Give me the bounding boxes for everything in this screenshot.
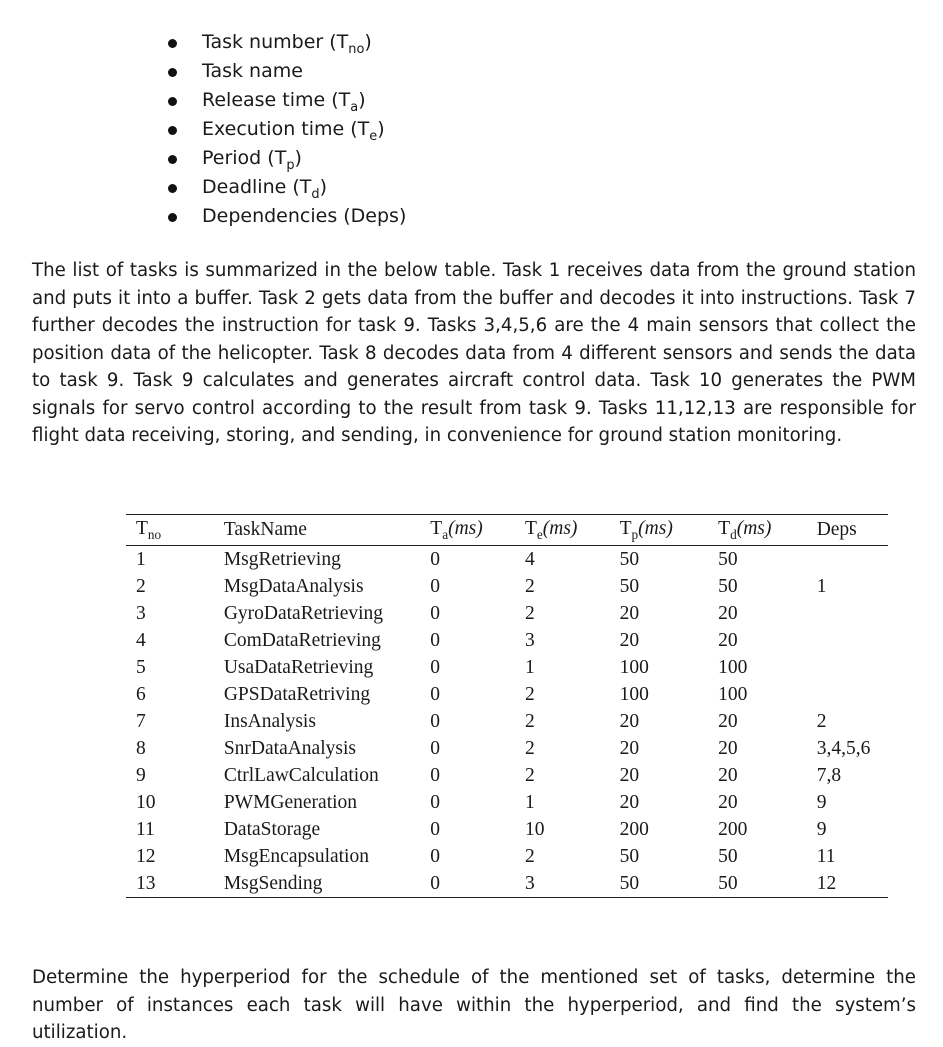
table-row bbox=[126, 735, 888, 762]
cell-tp: 20 bbox=[619, 629, 640, 651]
cell-tno: 8 bbox=[136, 737, 146, 759]
cell-td: 100 bbox=[718, 683, 748, 705]
cell-task-name: DataStorage bbox=[223, 818, 321, 840]
cell-te: 2 bbox=[524, 737, 535, 759]
cell-tp: 20 bbox=[619, 710, 640, 732]
cell-deps: 12 bbox=[816, 872, 837, 894]
cell-te: 2 bbox=[524, 710, 535, 732]
attribute-item: Deadline $(T_d)$ bbox=[168, 173, 406, 202]
cell-ta: 0 bbox=[430, 872, 441, 894]
cell-td: 200 bbox=[718, 818, 748, 840]
cell-tno: 5 bbox=[136, 656, 146, 678]
table-row bbox=[126, 816, 888, 843]
cell-ta: 0 bbox=[430, 575, 441, 597]
cell-tno: 11 bbox=[136, 818, 155, 840]
table-row bbox=[126, 600, 888, 627]
table-row bbox=[126, 843, 888, 870]
header-te: $T_e(ms)$ bbox=[524, 517, 578, 542]
cell-td: 100 bbox=[718, 656, 748, 678]
cell-td: 20 bbox=[718, 764, 738, 786]
cell-task-name: MsgSending bbox=[223, 872, 323, 894]
cell-ta: 0 bbox=[430, 548, 441, 570]
table-row bbox=[126, 681, 888, 708]
table-row bbox=[126, 627, 888, 654]
task-attribute-list bbox=[168, 28, 406, 231]
cell-td: 50 bbox=[718, 575, 738, 597]
cell-tno: 13 bbox=[136, 872, 156, 894]
attribute-item: Period $(T_p)$ bbox=[168, 144, 406, 173]
cell-tp: 50 bbox=[619, 845, 640, 867]
cell-tp: 20 bbox=[619, 764, 640, 786]
cell-td: 20 bbox=[718, 629, 738, 651]
cell-te: 2 bbox=[524, 602, 535, 624]
header-ta: $T_a(ms)$ bbox=[430, 517, 483, 542]
cell-deps: 7,8 bbox=[816, 764, 842, 786]
cell-te: 4 bbox=[524, 548, 535, 570]
cell-td: 50 bbox=[718, 872, 738, 894]
cell-ta: 0 bbox=[430, 791, 441, 813]
cell-te: 2 bbox=[524, 764, 535, 786]
cell-ta: 0 bbox=[430, 683, 441, 705]
cell-te: 2 bbox=[524, 575, 535, 597]
cell-task-name: GyroDataRetrieving bbox=[223, 602, 384, 624]
cell-tno: 2 bbox=[136, 575, 146, 597]
cell-deps bbox=[807, 681, 888, 708]
cell-tno: 4 bbox=[136, 629, 146, 651]
cell-task-name: MsgEncapsulation bbox=[223, 845, 369, 867]
cell-tp: 20 bbox=[619, 602, 640, 624]
question-paragraph: Determine the hyperperiod for the schedule of the mentioned set of tasks, determine the number of instances each task will have within the hyperperiod, and find the system’s utilization. bbox=[32, 967, 916, 1043]
cell-te: 3 bbox=[524, 872, 535, 894]
cell-tp: 20 bbox=[619, 737, 640, 759]
cell-task-name: InsAnalysis bbox=[223, 710, 316, 732]
cell-ta: 0 bbox=[430, 764, 441, 786]
cell-tno: 1 bbox=[136, 548, 146, 570]
cell-ta: 0 bbox=[430, 656, 441, 678]
cell-tno: 12 bbox=[136, 845, 156, 867]
table-row bbox=[126, 762, 888, 789]
cell-tp: 20 bbox=[619, 791, 640, 813]
header-deps: Deps bbox=[816, 519, 857, 540]
table-row bbox=[126, 789, 888, 816]
table-row bbox=[126, 654, 888, 681]
cell-deps: 9 bbox=[816, 791, 827, 813]
cell-task-name: CtrlLawCalculation bbox=[223, 764, 379, 786]
table-row bbox=[126, 870, 888, 898]
cell-task-name: UsaDataRetrieving bbox=[223, 656, 374, 678]
table-row bbox=[126, 546, 888, 574]
table-row bbox=[126, 573, 888, 600]
cell-deps: 2 bbox=[816, 710, 827, 732]
table-row bbox=[126, 708, 888, 735]
cell-task-name: MsgRetrieving bbox=[223, 548, 341, 570]
cell-td: 50 bbox=[718, 548, 738, 570]
cell-ta: 0 bbox=[430, 818, 441, 840]
cell-task-name: PWMGeneration bbox=[223, 791, 358, 813]
cell-td: 20 bbox=[718, 602, 738, 624]
cell-tp: 50 bbox=[619, 548, 640, 570]
cell-tp: 50 bbox=[619, 575, 640, 597]
cell-deps bbox=[807, 627, 888, 654]
cell-td: 20 bbox=[718, 710, 738, 732]
cell-tno: 9 bbox=[136, 764, 146, 786]
attribute-item: Task number $(T_{no})$ bbox=[168, 28, 406, 57]
table-header-row bbox=[126, 515, 888, 546]
attribute-item: Execution time $(T_e)$ bbox=[168, 115, 406, 144]
cell-td: 50 bbox=[718, 845, 738, 867]
cell-tno: 10 bbox=[136, 791, 156, 813]
cell-te: 2 bbox=[524, 683, 535, 705]
cell-te: 2 bbox=[524, 845, 535, 867]
cell-tp: 100 bbox=[619, 656, 649, 678]
header-tp: $T_p(ms)$ bbox=[619, 517, 673, 542]
cell-task-name: MsgDataAnalysis bbox=[223, 575, 364, 597]
cell-deps: 9 bbox=[816, 818, 827, 840]
task-table bbox=[126, 514, 888, 898]
cell-tno: 7 bbox=[136, 710, 146, 732]
cell-deps: 3,4,5,6 bbox=[816, 737, 871, 759]
cell-task-name: ComDataRetrieving bbox=[223, 629, 381, 651]
cell-td: 20 bbox=[718, 737, 738, 759]
header-td: $T_d(ms)$ bbox=[718, 517, 772, 542]
cell-ta: 0 bbox=[430, 602, 441, 624]
cell-tp: 100 bbox=[619, 683, 649, 705]
cell-deps: 11 bbox=[816, 845, 836, 867]
cell-td: 20 bbox=[718, 791, 738, 813]
attribute-item: Task name bbox=[168, 57, 406, 86]
cell-deps bbox=[807, 546, 888, 574]
cell-ta: 0 bbox=[430, 629, 441, 651]
cell-te: 10 bbox=[524, 818, 545, 840]
cell-te: 1 bbox=[524, 656, 535, 678]
attribute-item: Dependencies (Deps) bbox=[168, 202, 406, 231]
cell-te: 1 bbox=[524, 791, 535, 813]
cell-deps bbox=[807, 600, 888, 627]
cell-task-name: GPSDataRetriving bbox=[223, 683, 371, 705]
cell-deps: 1 bbox=[816, 575, 827, 597]
header-tno: $T_{no}$ bbox=[136, 517, 162, 542]
cell-tp: 200 bbox=[619, 818, 649, 840]
cell-task-name: SnrDataAnalysis bbox=[223, 737, 356, 759]
attribute-item: Release time $(T_a)$ bbox=[168, 86, 406, 115]
cell-tno: 6 bbox=[136, 683, 146, 705]
intro-paragraph: The list of tasks is summarized in the below table. Task 1 receives data from the ground station and puts it into a buffer. Task 2 gets data from the buffer and decodes it into instructions. Task 7 further decodes the instruction for task 9. Tasks 3,4,5,6 are the 4 main sensors that collect the position data of the helicopter. Task 8 decodes data from 4 different sensors and sends the data to task 9. Task 9 calculates and generates aircraft control data. Task 10 generates the PWM signals for servo control according to the result from task 9. Tasks 11,12,13 are responsible for flight data receiving, storing, and sending, in convenience for ground station monitoring. bbox=[32, 260, 916, 446]
cell-ta: 0 bbox=[430, 737, 441, 759]
cell-ta: 0 bbox=[430, 710, 441, 732]
cell-tp: 50 bbox=[619, 872, 640, 894]
cell-deps bbox=[807, 654, 888, 681]
cell-te: 3 bbox=[524, 629, 535, 651]
cell-tno: 3 bbox=[136, 602, 146, 624]
header-task-name: TaskName bbox=[223, 519, 307, 540]
cell-ta: 0 bbox=[430, 845, 441, 867]
